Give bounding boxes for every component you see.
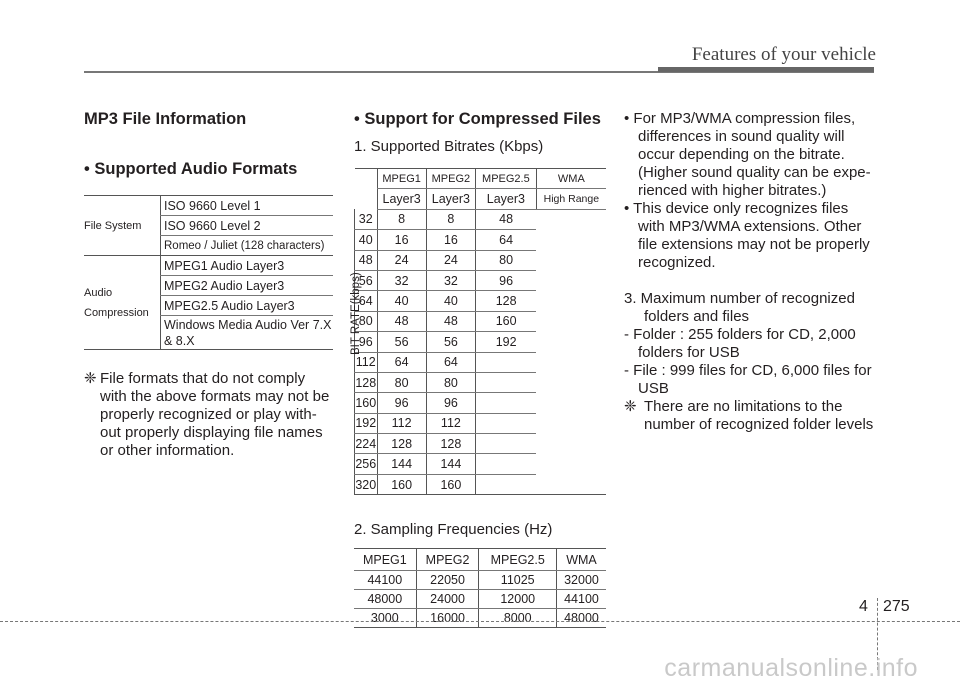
note-line: out properly displaying file names (100, 424, 323, 441)
bitrate-cell (476, 474, 537, 494)
bitrate-row (355, 393, 607, 413)
folder-level-note (624, 398, 878, 434)
bitrate-cell: 16 (377, 230, 426, 250)
cell-line: & 8.X (164, 333, 195, 348)
bitrate-header: MPEG2 (426, 169, 475, 189)
bitrate-row (355, 474, 607, 494)
section-heading: MP3 File Information (84, 110, 247, 128)
bitrate-cell: 32 (355, 209, 378, 229)
bitrate-cell: 160 (355, 393, 378, 413)
item-line: folders and files (644, 308, 750, 325)
bitrates-subtitle: 1. Supported Bitrates (Kbps) (354, 138, 544, 155)
bitrate-row (355, 372, 607, 392)
sampling-row (354, 609, 606, 628)
folder-limit (624, 326, 878, 362)
bitrate-row (355, 332, 607, 352)
bitrate-row (355, 230, 607, 250)
left-column (84, 110, 334, 460)
sampling-cell: 48000 (556, 609, 606, 628)
bitrate-row (355, 434, 607, 454)
table-cell: ISO 9660 Level 1 (161, 196, 334, 216)
bitrate-cell: 24 (377, 250, 426, 270)
compressed-files-heading: • Support for Compressed Files (354, 110, 601, 128)
extension-bullet (624, 200, 878, 272)
table-cell: MPEG2 Audio Layer3 (161, 276, 334, 296)
table-cell (161, 316, 334, 350)
bitrate-cell: 80 (426, 372, 475, 392)
bitrate-row (355, 352, 607, 372)
bitrate-cell: 160 (377, 474, 426, 494)
bitrate-axis-label: BIT RATE(kbps) (350, 272, 362, 355)
sampling-cell: 22050 (416, 571, 479, 590)
bullet-line: with MP3/WMA extensions. Other (638, 218, 862, 235)
bitrate-cell: 64 (355, 291, 378, 311)
item-line: - File : 999 files for CD, 6,000 files for (624, 362, 872, 379)
sampling-row (354, 590, 606, 609)
bitrate-cell: 8 (426, 209, 475, 229)
bullet-line: recognized. (638, 254, 716, 271)
bitrate-cell: 48 (355, 250, 378, 270)
bitrate-cell: 112 (377, 413, 426, 433)
bitrate-cell: 256 (355, 454, 378, 474)
compatibility-note (84, 370, 334, 460)
sampling-header: MPEG2 (416, 549, 479, 571)
sampling-cell: 12000 (479, 590, 556, 609)
bitrate-table (354, 168, 606, 495)
table-cell: ISO 9660 Level 2 (161, 216, 334, 236)
bitrate-cell: 56 (377, 332, 426, 352)
bitrate-row (355, 209, 607, 229)
table-cell: Romeo / Juliet (128 characters) (161, 236, 334, 256)
bitrate-cell: 144 (377, 454, 426, 474)
bitrate-table-wrap (350, 168, 606, 495)
bitrate-cell (476, 454, 537, 474)
page-number: 275 (883, 598, 910, 615)
item-line: folders for USB (638, 344, 740, 361)
bitrate-cell (476, 372, 537, 392)
right-column (624, 110, 878, 434)
bitrate-header: MPEG1 (377, 169, 426, 189)
bitrate-cell: 112 (355, 352, 378, 372)
bitrate-cell: 80 (377, 372, 426, 392)
sampling-cell: 16000 (416, 609, 479, 628)
max-files-item (624, 290, 878, 326)
sampling-header: WMA (556, 549, 606, 571)
bitrate-cell: 96 (476, 270, 537, 290)
table-cell: MPEG2.5 Audio Layer3 (161, 296, 334, 316)
bitrate-cell: 40 (377, 291, 426, 311)
bitrate-cell: 96 (355, 332, 378, 352)
bitrate-cell: 64 (377, 352, 426, 372)
bitrate-cell: 40 (426, 291, 475, 311)
bitrate-cell: 96 (377, 393, 426, 413)
bitrate-cell: 128 (476, 291, 537, 311)
bitrate-rows (355, 209, 607, 494)
bitrate-row (355, 413, 607, 433)
bitrate-cell: 48 (426, 311, 475, 331)
table-cell: MPEG1 Audio Layer3 (161, 256, 334, 276)
item-line: - Folder : 255 folders for CD, 2,000 (624, 326, 856, 343)
bitrate-cell: 64 (426, 352, 475, 372)
sampling-subtitle: 2. Sampling Frequencies (Hz) (354, 521, 553, 539)
bitrate-cell (476, 413, 537, 433)
bitrate-cell: 48 (476, 209, 537, 229)
bitrate-cell (476, 393, 537, 413)
bitrate-cell: 112 (426, 413, 475, 433)
audio-format-table (84, 195, 333, 350)
bitrate-row (355, 291, 607, 311)
sampling-cell: 48000 (354, 590, 416, 609)
bitrate-quality-bullet (624, 110, 878, 200)
sampling-cell: 44100 (556, 590, 606, 609)
sampling-cell: 24000 (416, 590, 479, 609)
sampling-header: MPEG1 (354, 549, 416, 571)
sampling-cell: 11025 (479, 571, 556, 590)
section-subheading: • Supported Audio Formats (84, 160, 298, 178)
bitrate-cell: 320 (355, 474, 378, 494)
header-rule-accent (658, 67, 874, 72)
item-line: 3. Maximum number of recognized (624, 290, 855, 307)
item-line: USB (638, 380, 669, 397)
sampling-rows (354, 571, 606, 628)
note-line: number of recognized folder levels (644, 416, 874, 433)
sampling-cell: 8000 (479, 609, 556, 628)
footer-dashed-rule (0, 621, 960, 622)
bitrate-layer: Layer3 (476, 189, 537, 209)
middle-column (350, 110, 606, 628)
bitrate-cell: 160 (426, 474, 475, 494)
bitrate-layer: Layer3 (377, 189, 426, 209)
bullet-line: (Higher sound quality can be expe- (638, 164, 871, 181)
bitrate-cell: 32 (426, 270, 475, 290)
header-title: Features of your vehicle (691, 44, 876, 65)
bitrate-row (355, 454, 607, 474)
bitrate-cell: 128 (377, 434, 426, 454)
bitrate-cell: 128 (355, 372, 378, 392)
bitrate-layer: Layer3 (426, 189, 475, 209)
bitrate-cell: 96 (426, 393, 475, 413)
bitrate-layer: High Range (536, 189, 606, 209)
audio-label-line: Audio (84, 286, 113, 299)
bullet-line: occur depending on the bitrate. (638, 146, 845, 163)
bitrate-cell: 160 (476, 311, 537, 331)
bitrate-cell: 224 (355, 434, 378, 454)
bitrate-cell: 192 (355, 413, 378, 433)
bitrate-row (355, 270, 607, 290)
bitrate-cell: 128 (426, 434, 475, 454)
watermark: carmanualsonline.info (664, 654, 918, 682)
audio-compression-label (84, 256, 161, 350)
bullet-line: • This device only recognizes files (624, 200, 849, 217)
bitrate-cell: 64 (476, 230, 537, 250)
bullet-line: rienced with higher bitrates.) (638, 182, 827, 199)
sampling-cell: 3000 (370, 611, 399, 626)
bitrate-cell: 144 (426, 454, 475, 474)
audio-label-line: Compression (84, 306, 149, 319)
bitrate-cell: 80 (355, 311, 378, 331)
bitrate-row (355, 311, 607, 331)
sampling-header: MPEG2.5 (479, 549, 556, 571)
bitrate-cell: 8 (377, 209, 426, 229)
bitrate-cell: 24 (426, 250, 475, 270)
bitrate-cell: 40 (355, 230, 378, 250)
note-line: with the above formats may not be (100, 388, 330, 405)
bitrate-cell: 80 (476, 250, 537, 270)
bullet-line: differences in sound quality will (638, 128, 845, 145)
chapter-number: 4 (859, 598, 868, 615)
note-symbol-icon: ❈ (84, 370, 97, 387)
sampling-cell: 44100 (354, 571, 416, 590)
bitrate-cell: 32 (377, 270, 426, 290)
bitrate-row (355, 250, 607, 270)
note-line: There are no limitations to the (644, 398, 843, 415)
sampling-row (354, 571, 606, 590)
note-line: properly recognized or play with- (100, 406, 317, 423)
bitrate-cell: 16 (426, 230, 475, 250)
sampling-table (354, 548, 606, 628)
bitrate-cell: 48 (377, 311, 426, 331)
bitrate-cell (476, 352, 537, 372)
bitrate-cell: 192 (476, 332, 537, 352)
bitrate-cell: 56 (355, 270, 378, 290)
bitrate-cell (476, 434, 537, 454)
sampling-cell: 32000 (556, 571, 606, 590)
file-system-label: File System (84, 196, 161, 256)
bitrate-header: WMA (536, 169, 606, 189)
bullet-line: file extensions may not be properly (638, 236, 870, 253)
note-symbol-icon: ❈ (624, 398, 637, 415)
file-limit (624, 362, 878, 398)
bullet-line: • For MP3/WMA compression files, (624, 110, 856, 127)
bitrate-header: MPEG2.5 (476, 169, 537, 189)
cell-line: Windows Media Audio Ver 7.X (164, 317, 332, 332)
note-line: or other information. (100, 442, 235, 459)
bitrate-cell: 56 (426, 332, 475, 352)
note-line: File formats that do not comply (100, 370, 306, 387)
axis-spacer (355, 169, 378, 210)
